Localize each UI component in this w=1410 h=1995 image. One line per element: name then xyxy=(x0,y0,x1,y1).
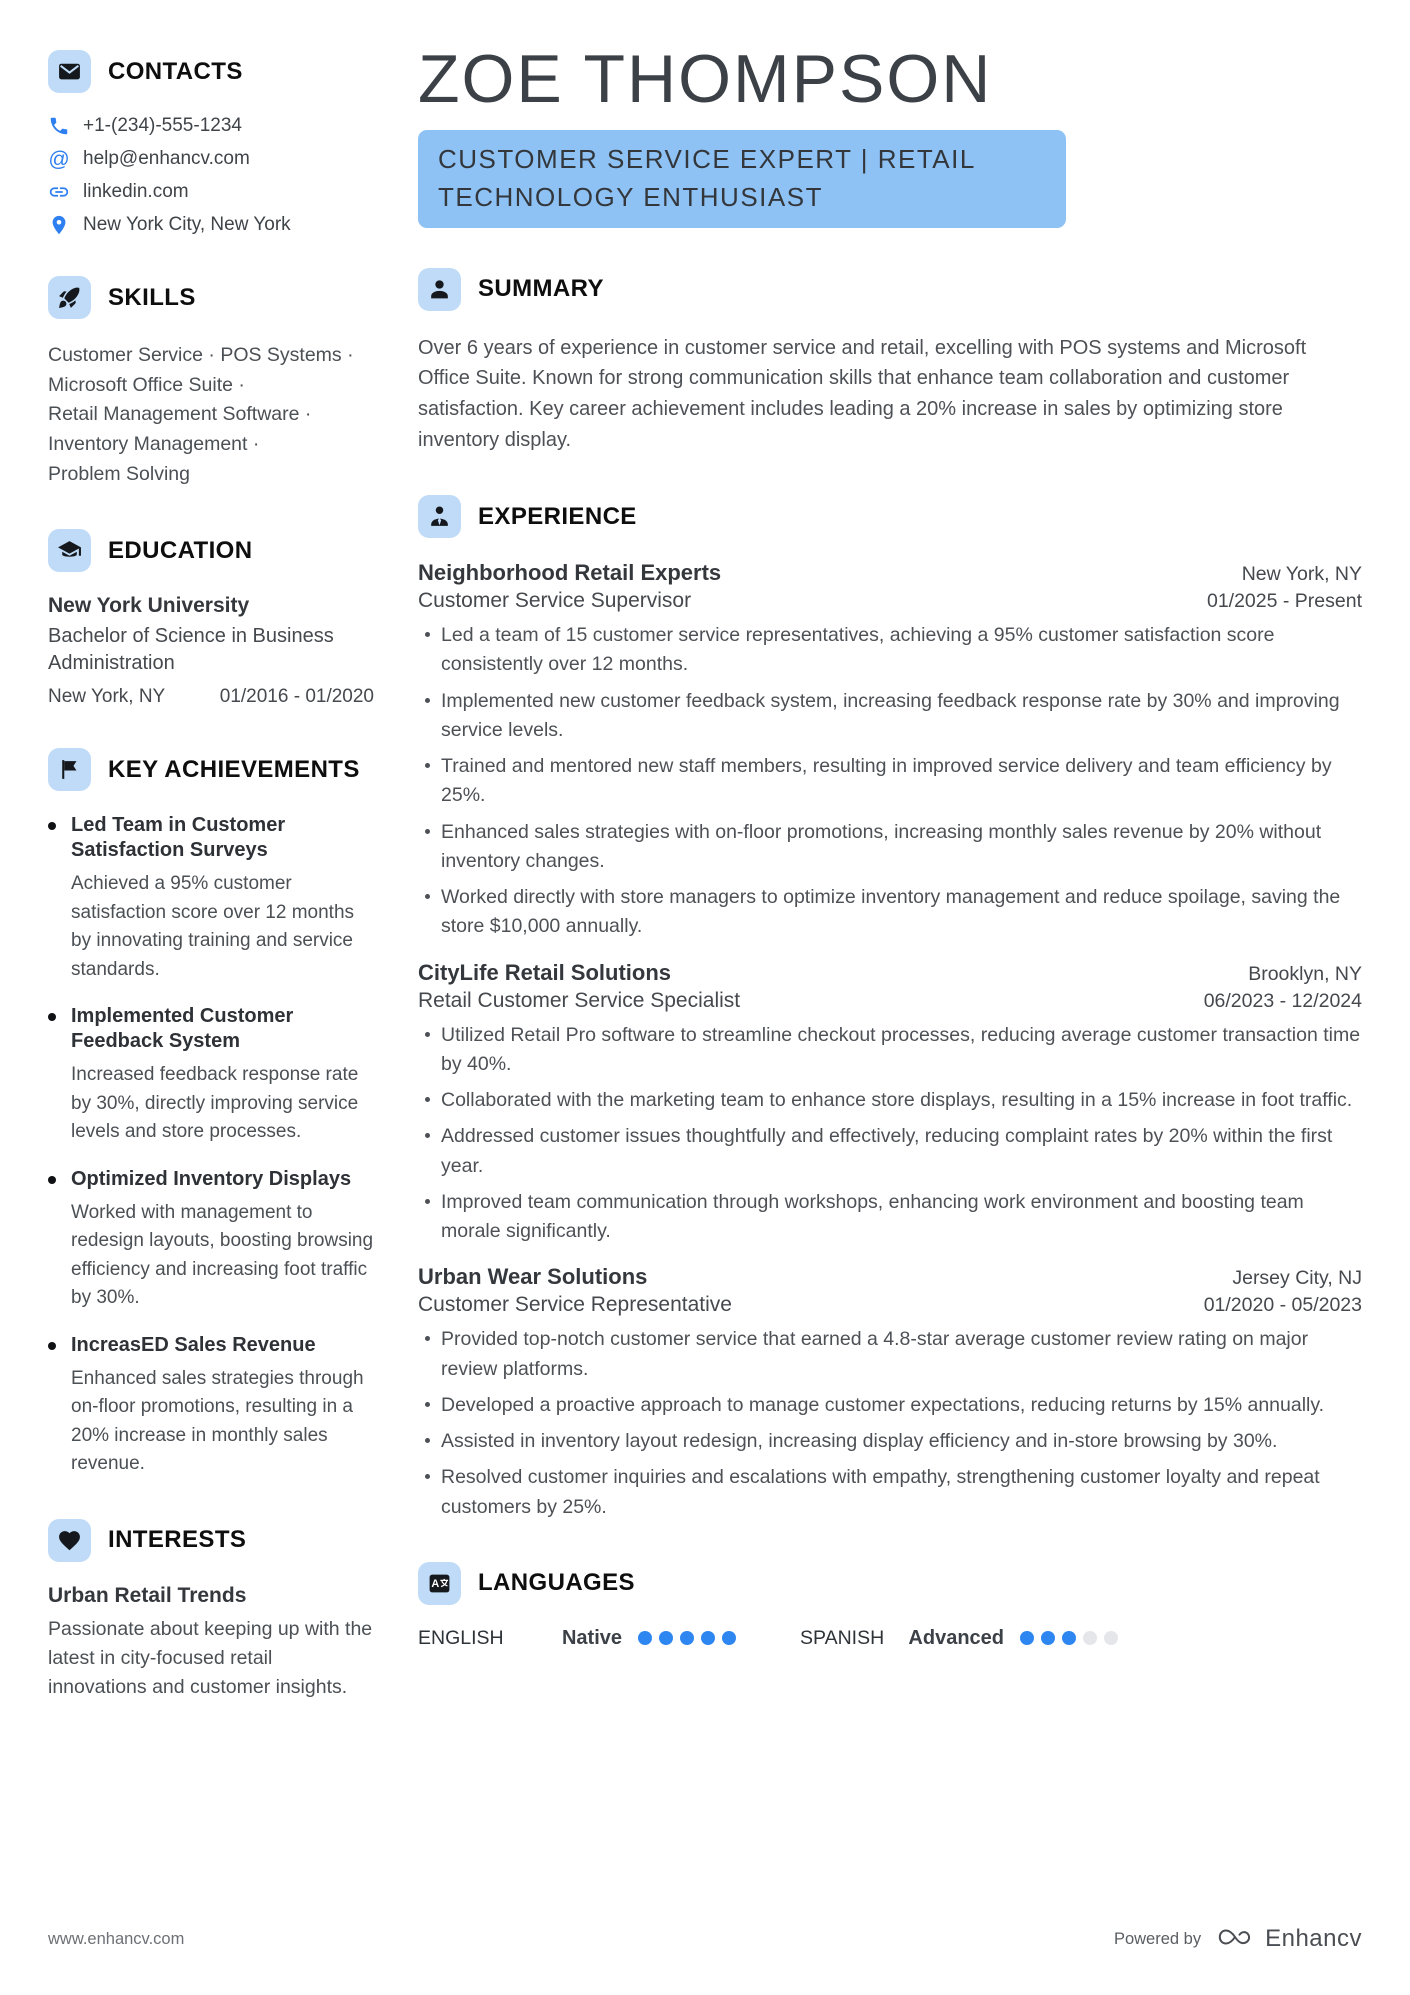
experience-title: EXPERIENCE xyxy=(478,502,637,530)
achievements-section-header xyxy=(48,748,374,791)
translate-icon xyxy=(418,1562,461,1605)
headline-banner: CUSTOMER SERVICE EXPERT | RETAIL TECHNOLOGY ENTHUSIAST xyxy=(418,130,1066,227)
heart-icon xyxy=(48,1519,91,1562)
bullet-dot xyxy=(48,822,56,830)
education-section-header xyxy=(48,529,374,572)
sidebar xyxy=(48,44,374,1702)
svg-text:A: A xyxy=(431,1578,440,1591)
job-bullet: Led a team of 15 customer service representatives, achieving a 95% customer satisfaction score consistently over 12 months. xyxy=(418,621,1362,680)
skill-separator: · xyxy=(208,344,215,366)
email-value[interactable]: help@enhancv.com xyxy=(83,148,250,169)
phone-icon xyxy=(48,115,70,137)
rating-dot-filled xyxy=(1062,1631,1076,1645)
contacts-title: CONTACTS xyxy=(108,57,243,85)
person-name: ZOE THOMPSON xyxy=(418,41,993,117)
rating-dot-filled xyxy=(701,1631,715,1645)
rating-dot-filled xyxy=(659,1631,673,1645)
interest-text: Passionate about keeping up with the latest in city-focused retail innovations and customer insights. xyxy=(48,1617,373,1699)
job-company: CityLife Retail Solutions xyxy=(418,959,672,985)
job-bullet: Enhanced sales strategies with on-floor promotions, increasing monthly sales revenue by 20% without inventory changes. xyxy=(418,818,1362,877)
location-pin-icon xyxy=(48,214,70,236)
language-rating-dots xyxy=(1020,1631,1118,1645)
achievement-text: Achieved a 95% customer satisfaction score over 12 months by innovating training and service standards. xyxy=(71,873,355,980)
summary-title: SUMMARY xyxy=(478,275,604,303)
experience-section-header xyxy=(418,495,1362,538)
rating-dot-filled xyxy=(638,1631,652,1645)
job-bullet: Improved team communication through workshops, enhancing work environment and boosting team morale significantly. xyxy=(418,1188,1362,1247)
job-bullet: Worked directly with store managers to optimize inventory management and reduce spoilage, saving the store $10,000 annually. xyxy=(418,883,1362,942)
achievement-title: IncreasED Sales Revenue xyxy=(71,1333,316,1356)
powered-by-label: Powered by xyxy=(1113,1929,1202,1948)
language-level: Advanced xyxy=(908,1626,1004,1649)
achievement-title: Optimized Inventory Displays xyxy=(71,1167,352,1190)
job-company: Urban Wear Solutions xyxy=(418,1264,648,1290)
job-dates: 06/2023 - 12/2024 xyxy=(1203,989,1362,1012)
enhancv-brand-name: Enhancv xyxy=(1265,1925,1362,1952)
skills-list xyxy=(48,341,374,489)
job-bullet-list xyxy=(418,1325,1362,1522)
job-location: Brooklyn, NY xyxy=(1248,962,1362,985)
interests-title: INTERESTS xyxy=(108,1526,247,1554)
language-entry xyxy=(418,1627,736,1650)
education-location: New York, NY xyxy=(48,686,166,708)
envelope-icon xyxy=(48,50,91,93)
achievements-title: KEY ACHIEVEMENTS xyxy=(108,755,360,783)
language-name: SPANISH xyxy=(800,1626,885,1649)
job-bullet: Resolved customer inquiries and escalations with empathy, strengthening customer loyalty and repeat customers by 25%. xyxy=(418,1463,1362,1522)
education-dates: 01/2016 - 01/2020 xyxy=(219,686,374,708)
bullet-dot xyxy=(48,1342,56,1350)
bullet-dot xyxy=(48,1176,56,1184)
job-company: Neighborhood Retail Experts xyxy=(418,560,722,586)
rating-dot-filled xyxy=(680,1631,694,1645)
skills-title: SKILLS xyxy=(108,283,196,311)
interest-name: Urban Retail Trends xyxy=(48,1583,247,1607)
summary-text: Over 6 years of experience in customer service and retail, excelling with POS systems and Microsoft Office Suite. Known for strong communication skills that enhance team collaboration and customer satisfaction. Key career achievement includes leading a 20% increase in sales by optimizing store inventory display. xyxy=(418,336,1307,451)
languages-section-header xyxy=(418,1562,1362,1605)
job-bullet: Collaborated with the marketing team to enhance store displays, resulting in a 15% increase in foot traffic. xyxy=(418,1086,1362,1115)
job-entry xyxy=(418,560,1362,942)
bullet-dot xyxy=(48,1013,56,1021)
job-role: Customer Service Representative xyxy=(418,1293,732,1317)
education-degree: Bachelor of Science in Business Administration xyxy=(48,625,334,675)
link-icon xyxy=(48,181,70,203)
contact-linkedin[interactable] xyxy=(48,181,374,203)
rocket-icon xyxy=(48,276,91,319)
language-entry xyxy=(800,1627,1118,1650)
skill-item: Problem Solving xyxy=(48,462,190,485)
contact-location xyxy=(48,214,374,236)
education-meta xyxy=(48,686,374,708)
language-level: Native xyxy=(561,1626,622,1649)
at-icon: @ xyxy=(48,147,70,171)
footer-site-url: www.enhancv.com xyxy=(48,1929,185,1948)
main-content xyxy=(418,41,1362,1702)
business-person-icon xyxy=(418,495,461,538)
contacts-section-header xyxy=(48,50,374,93)
skill-separator: · xyxy=(238,373,245,396)
achievement-text: Worked with management to redesign layouts, boosting browsing efficiency and increasing foot traffic by 30%. xyxy=(71,1201,374,1309)
rating-dot-filled xyxy=(1041,1631,1055,1645)
graduation-cap-icon xyxy=(48,529,91,572)
job-entry xyxy=(418,1264,1362,1522)
achievement-title: Implemented Customer Feedback System xyxy=(71,1005,294,1053)
job-bullet: Assisted in inventory layout redesign, increasing display efficiency and in-store browsing by 30%. xyxy=(418,1427,1362,1456)
education-title: EDUCATION xyxy=(108,536,253,564)
phone-value: +1-(234)-555-1234 xyxy=(83,115,242,136)
skill-item: POS Systems xyxy=(220,344,342,366)
job-role: Retail Customer Service Specialist xyxy=(418,988,741,1012)
skills-section-header xyxy=(48,276,374,319)
rating-dot-empty xyxy=(1104,1631,1118,1645)
job-bullet: Trained and mentored new staff members, resulting in improved service delivery and team efficiency by 25%. xyxy=(418,752,1362,811)
interests-section-header xyxy=(48,1519,374,1562)
summary-section-header xyxy=(418,268,1362,311)
skill-separator: · xyxy=(347,344,354,366)
job-bullet: Developed a proactive approach to manage customer expectations, reducing returns by 15% annually. xyxy=(418,1391,1362,1420)
education-school: New York University xyxy=(48,594,250,618)
job-dates: 01/2025 - Present xyxy=(1206,590,1362,613)
achievement-text: Enhanced sales strategies through on-floor promotions, resulting in a 20% increase in monthly sales revenue. xyxy=(71,1367,364,1475)
skill-item: Microsoft Office Suite xyxy=(48,373,233,396)
enhancv-logo-icon xyxy=(1218,1926,1254,1953)
achievement-item xyxy=(48,1333,374,1479)
page-footer xyxy=(48,1925,1362,1953)
achievement-item xyxy=(48,813,374,984)
achievement-text: Increased feedback response rate by 30%, directly improving service levels and store processes. xyxy=(71,1064,359,1143)
linkedin-value[interactable]: linkedin.com xyxy=(83,181,189,202)
rating-dot-filled xyxy=(722,1631,736,1645)
job-entry xyxy=(418,960,1362,1247)
achievement-item xyxy=(48,1004,374,1147)
rating-dot-empty xyxy=(1083,1631,1097,1645)
rating-dot-filled xyxy=(1020,1631,1034,1645)
skill-item: Inventory Management xyxy=(48,432,248,455)
contact-email[interactable] xyxy=(48,148,374,170)
languages-title: LANGUAGES xyxy=(478,1569,635,1597)
job-bullet-list xyxy=(418,1021,1362,1247)
skill-item: Retail Management Software xyxy=(48,403,300,426)
language-rating-dots xyxy=(638,1631,736,1645)
skill-separator: · xyxy=(252,432,260,455)
flag-icon xyxy=(48,748,91,791)
job-role: Customer Service Supervisor xyxy=(418,589,692,613)
contact-phone xyxy=(48,115,374,137)
job-bullet: Provided top-notch customer service that earned a 4.8-star average customer review rating on major review platforms. xyxy=(418,1325,1362,1384)
languages-list xyxy=(418,1627,1362,1650)
achievement-title: Led Team in Customer Satisfaction Surveys xyxy=(71,814,286,862)
skill-separator: · xyxy=(304,403,312,426)
skill-item: Customer Service xyxy=(48,344,203,366)
job-location: New York, NY xyxy=(1241,563,1362,586)
job-bullet: Implemented new customer feedback system, increasing feedback response rate by 30% and improving service levels. xyxy=(418,687,1362,746)
job-dates: 01/2020 - 05/2023 xyxy=(1203,1294,1362,1317)
language-name: ENGLISH xyxy=(418,1626,504,1649)
job-location: Jersey City, NJ xyxy=(1232,1267,1362,1290)
person-icon xyxy=(418,268,461,311)
job-bullet-list xyxy=(418,621,1362,942)
location-value: New York City, New York xyxy=(83,214,291,235)
achievement-item xyxy=(48,1167,374,1313)
job-bullet: Utilized Retail Pro software to streamline checkout processes, reducing average customer transaction time by 40%. xyxy=(418,1021,1362,1080)
job-bullet: Addressed customer issues thoughtfully and effectively, reducing complaint rates by 20% within the first year. xyxy=(418,1122,1362,1181)
